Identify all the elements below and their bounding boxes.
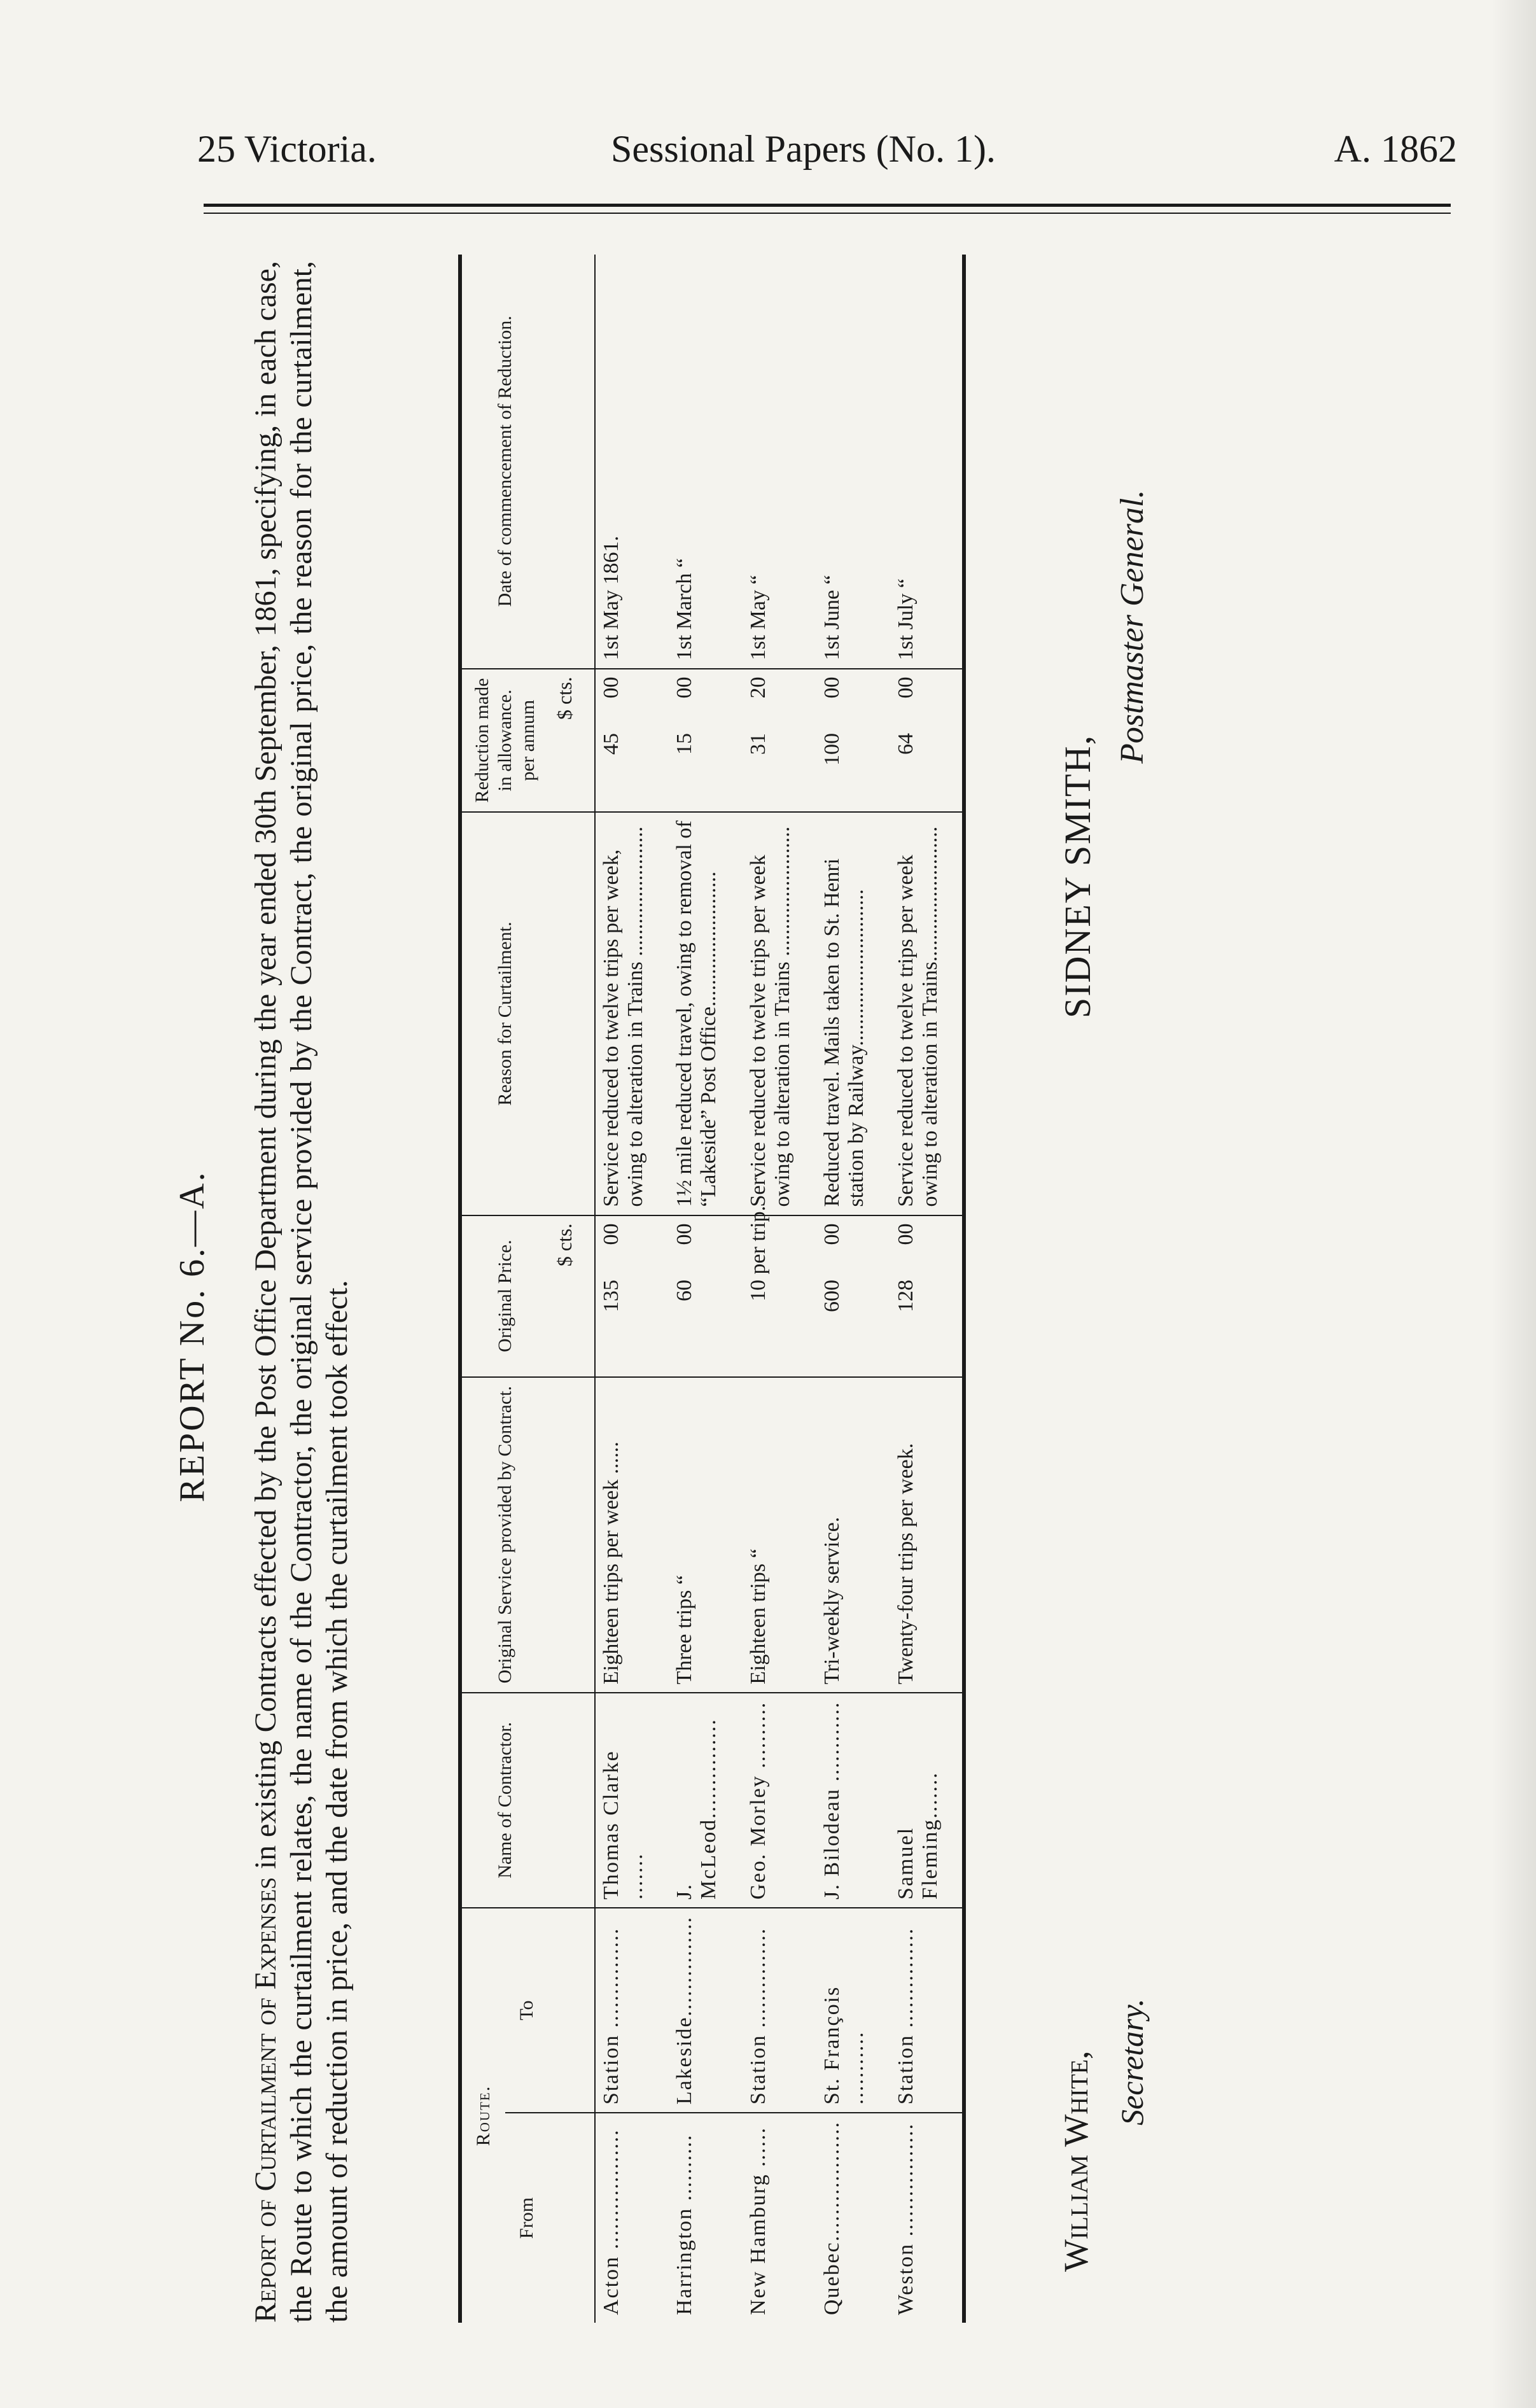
route-from: Quebec..................: [820, 2121, 844, 2315]
route-from: Weston .................: [894, 2122, 918, 2315]
reason-header: Reason for Curtailment.: [460, 812, 548, 1215]
intro-lead: Report of Curtailment of Expenses: [249, 1877, 283, 2323]
original-price: [743, 1205, 816, 1377]
contractor-name: Thomas Clarke .......: [595, 1693, 669, 1908]
units-row: [548, 255, 595, 2323]
reduction-date: 1st May 1861.: [595, 255, 669, 669]
original-price: [669, 1215, 743, 1377]
header-row-1: [460, 255, 505, 2323]
to-header: To: [505, 1908, 548, 2113]
reduction-amount: [890, 669, 964, 813]
table-row: [669, 255, 743, 2323]
reduction-dollars: 45: [599, 733, 623, 755]
reduction-dollars: 64: [894, 733, 918, 755]
reduction-dollars: 31: [746, 733, 770, 755]
reduction-dollars: 100: [820, 733, 844, 766]
price-dollars: 60: [673, 1280, 696, 1302]
price-cents: 00: [599, 1223, 623, 1245]
secretary-name: William White,: [1057, 2050, 1095, 2272]
reduction-cents: 00: [599, 676, 623, 699]
contractor-name: J. McLeod...............: [669, 1693, 743, 1908]
reduction-amount: [669, 669, 743, 813]
reduction-amount: [595, 669, 669, 813]
curtailment-reason: Service reduced to twelve trips per week owing to alteration in Trains.........................: [890, 812, 964, 1215]
contractor-name: Samuel Fleming.......: [890, 1693, 964, 1908]
reduction-date: 1st June “: [816, 255, 890, 669]
reduction-header: Reduction made in allowance. per annum: [460, 669, 548, 813]
rotated-report: [0, 216, 1209, 2355]
price-cents: per trip.: [746, 1205, 770, 1275]
header-rule-thin: [204, 213, 1451, 214]
contractor-name: Geo. Morley ..........: [743, 1693, 816, 1908]
price-dollars: 600: [820, 1280, 844, 1313]
route-from: New Hamburg ......: [746, 2127, 770, 2315]
route-to: Lakeside...............: [669, 1908, 743, 2113]
reduction-cents: 00: [894, 676, 918, 699]
reduction-date: 1st March “: [669, 255, 743, 669]
reduction-amount: [743, 669, 816, 813]
reduction-dollars: 15: [673, 733, 696, 755]
reduction-amount: [816, 669, 890, 813]
postmaster-title: Postmaster General.: [1114, 489, 1150, 764]
date-header: Date of commencement of Reduction.: [460, 255, 548, 669]
price-dollars: 10: [746, 1280, 770, 1302]
contractor-name: J. Bilodeau ............: [816, 1693, 890, 1908]
table-row: [595, 255, 669, 2323]
price-cents: 00: [894, 1223, 918, 1245]
original-price: [890, 1215, 964, 1377]
original-service: Twenty-four trips per week.: [890, 1377, 964, 1693]
price-dollars: 128: [894, 1280, 918, 1313]
route-header: Route.: [460, 1908, 505, 2323]
secretary-title: Secretary.: [1114, 1998, 1150, 2125]
header-rule: [204, 204, 1451, 207]
original-service: Eighteen trips per week ......: [595, 1377, 669, 1693]
postmaster-name: SIDNEY SMITH,: [1057, 734, 1098, 1018]
original-price: [816, 1215, 890, 1377]
price-cents: 00: [673, 1223, 696, 1245]
curtailment-reason: Service reduced to twelve trips per week owing to alteration in Trains ........................: [743, 812, 816, 1215]
scan-edge-shade: [1491, 0, 1536, 2408]
curtailment-reason: Reduced travel. Mails taken to St. Henri station by Railway.............................: [816, 812, 890, 1215]
route-to: Station ...............: [595, 1908, 669, 2113]
table-row: [816, 255, 890, 2323]
route-from: Harrington ..........: [673, 2134, 696, 2315]
original-service: Eighteen trips “: [743, 1377, 816, 1693]
contractor-header: Name of Contractor.: [460, 1693, 548, 1908]
price-header: Original Price.: [460, 1215, 548, 1377]
reduction-cents: 20: [746, 676, 770, 699]
original-price: [595, 1215, 669, 1377]
curtailment-table: [458, 255, 966, 2323]
service-header: Original Service provided by Contract.: [460, 1377, 548, 1693]
price-dollars: 135: [599, 1280, 623, 1313]
route-to: St. François ...........: [816, 1908, 890, 2113]
route-to: Station ...............: [743, 1908, 816, 2113]
reduction-date: 1st July “: [890, 255, 964, 669]
intro-body: in existing Contracts effected by the Post Office Department during the year ended 30th September, 1861, specifying, in each case, the Route to which the curtailment relates, the name of the Contractor, the original service provided by the Contract, the original price, the reason for the curtailment, the amount of reduction in price, and the date from which the curtailment took effect.: [249, 261, 354, 2323]
report-intro: [248, 261, 355, 2323]
session-label: 25 Victoria.: [197, 128, 377, 170]
from-header: From: [516, 2197, 538, 2239]
year-label: A. 1862: [1334, 128, 1457, 170]
price-units: $ cts.: [548, 1215, 595, 1377]
running-header: [191, 127, 1457, 185]
reduction-units: $ cts.: [548, 669, 595, 813]
table-row: [890, 255, 964, 2323]
reduction-cents: 00: [673, 676, 696, 699]
sessional-papers-label: Sessional Papers (No. 1).: [611, 128, 996, 170]
table-row: [743, 255, 816, 2323]
route-from: Acton ..................: [599, 2129, 623, 2315]
original-service: Tri-weekly service.: [816, 1377, 890, 1693]
report-title: REPORT No. 6.—A.: [172, 1170, 212, 1502]
original-service: Three trips “: [669, 1377, 743, 1693]
price-cents: 00: [820, 1223, 844, 1245]
route-to: Station ...............: [890, 1908, 964, 2113]
reduction-cents: 00: [820, 676, 844, 699]
curtailment-reason: Service reduced to twelve trips per week, owing to alteration in Trains ........................: [595, 812, 669, 1215]
reduction-date: 1st May “: [743, 255, 816, 669]
curtailment-reason: 1½ mile reduced travel, owing to removal of “Lakeside” Post Office.........................: [669, 812, 743, 1215]
